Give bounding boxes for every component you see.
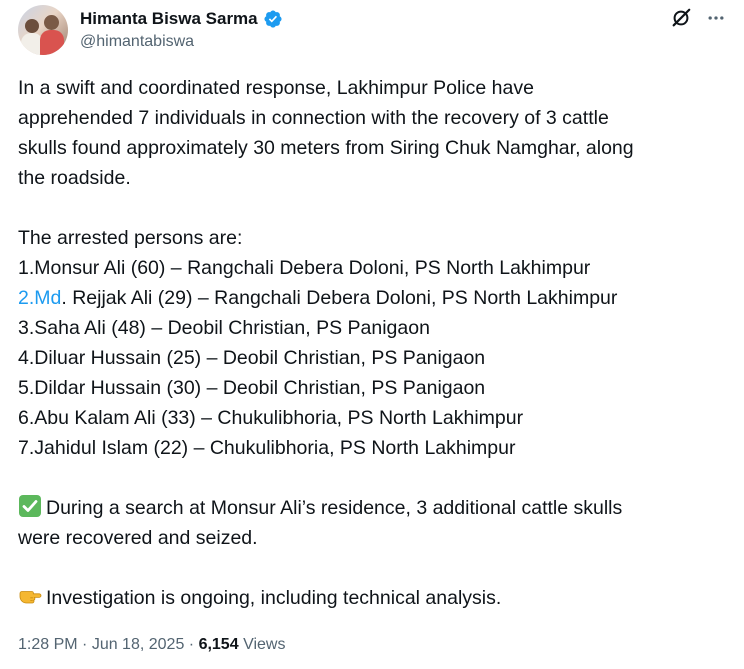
- search-text: During a search at Monsur Ali’s residence, 3 additional cattle skulls: [46, 497, 623, 519]
- tweet-line: apprehended 7 individuals in connection with the recovery of 3 cattle: [18, 107, 609, 129]
- verified-badge-icon[interactable]: [263, 9, 283, 29]
- more-icon[interactable]: [706, 8, 726, 28]
- tweet-date[interactable]: Jun 18, 2025: [91, 636, 185, 653]
- md-link[interactable]: 2.Md: [18, 287, 62, 309]
- arrested-item: 5.Dildar Hussain (30) – Deobil Christian, PS Panigaon: [18, 377, 486, 399]
- arrested-item-text: . Rejjak Ali (29) – Rangchali Debera Doloni, PS North Lakhimpur: [61, 287, 618, 309]
- line-spacer: [18, 193, 730, 223]
- line-spacer: [18, 553, 730, 583]
- arrested-item: 6.Abu Kalam Ali (33) – Chukulibhoria, PS North Lakhimpur: [18, 407, 524, 429]
- arrested-item: 1.Monsur Ali (60) – Rangchali Debera Doloni, PS North Lakhimpur: [18, 257, 591, 279]
- arrested-item: 7.Jahidul Islam (22) – Chukulibhoria, PS North Lakhimpur: [18, 437, 516, 459]
- tweet-line: the roadside.: [18, 167, 131, 189]
- search-line: [18, 493, 730, 523]
- search-line: were recovered and seized.: [18, 527, 258, 549]
- views-label: Views: [243, 636, 286, 653]
- check-mark-button-icon: [18, 494, 42, 518]
- arrested-item: [18, 283, 730, 313]
- tweet-actions: [670, 7, 726, 29]
- meta-separator: ·: [184, 636, 199, 653]
- tweet-line: skulls found approximately 30 meters from Siring Chuk Namghar, along: [18, 137, 634, 159]
- tweet-header: [18, 5, 726, 57]
- meta-separator: ·: [77, 636, 92, 653]
- grok-icon[interactable]: [670, 7, 692, 29]
- investigation-line: [18, 583, 730, 613]
- tweet-text: [18, 73, 730, 613]
- tweet-meta: [18, 636, 285, 654]
- tweet-time[interactable]: 1:28 PM: [18, 636, 78, 653]
- display-name[interactable]: Himanta Biswa Sarma: [80, 9, 258, 28]
- tweet-line: In a swift and coordinated response, Lakhimpur Police have: [18, 77, 534, 99]
- line-spacer: [18, 463, 730, 493]
- investigation-text: Investigation is ongoing, including technical analysis.: [46, 587, 502, 609]
- user-handle[interactable]: @himantabiswa: [80, 33, 195, 50]
- arrested-item: 4.Diluar Hussain (25) – Deobil Christian, PS Panigaon: [18, 347, 486, 369]
- user-info: [80, 8, 283, 51]
- list-header: The arrested persons are:: [18, 227, 243, 249]
- views-count[interactable]: 6,154: [198, 636, 239, 653]
- arrested-item: 3.Saha Ali (48) – Deobil Christian, PS Panigaon: [18, 317, 430, 339]
- pointing-finger-icon: [18, 584, 42, 608]
- avatar[interactable]: [18, 5, 68, 55]
